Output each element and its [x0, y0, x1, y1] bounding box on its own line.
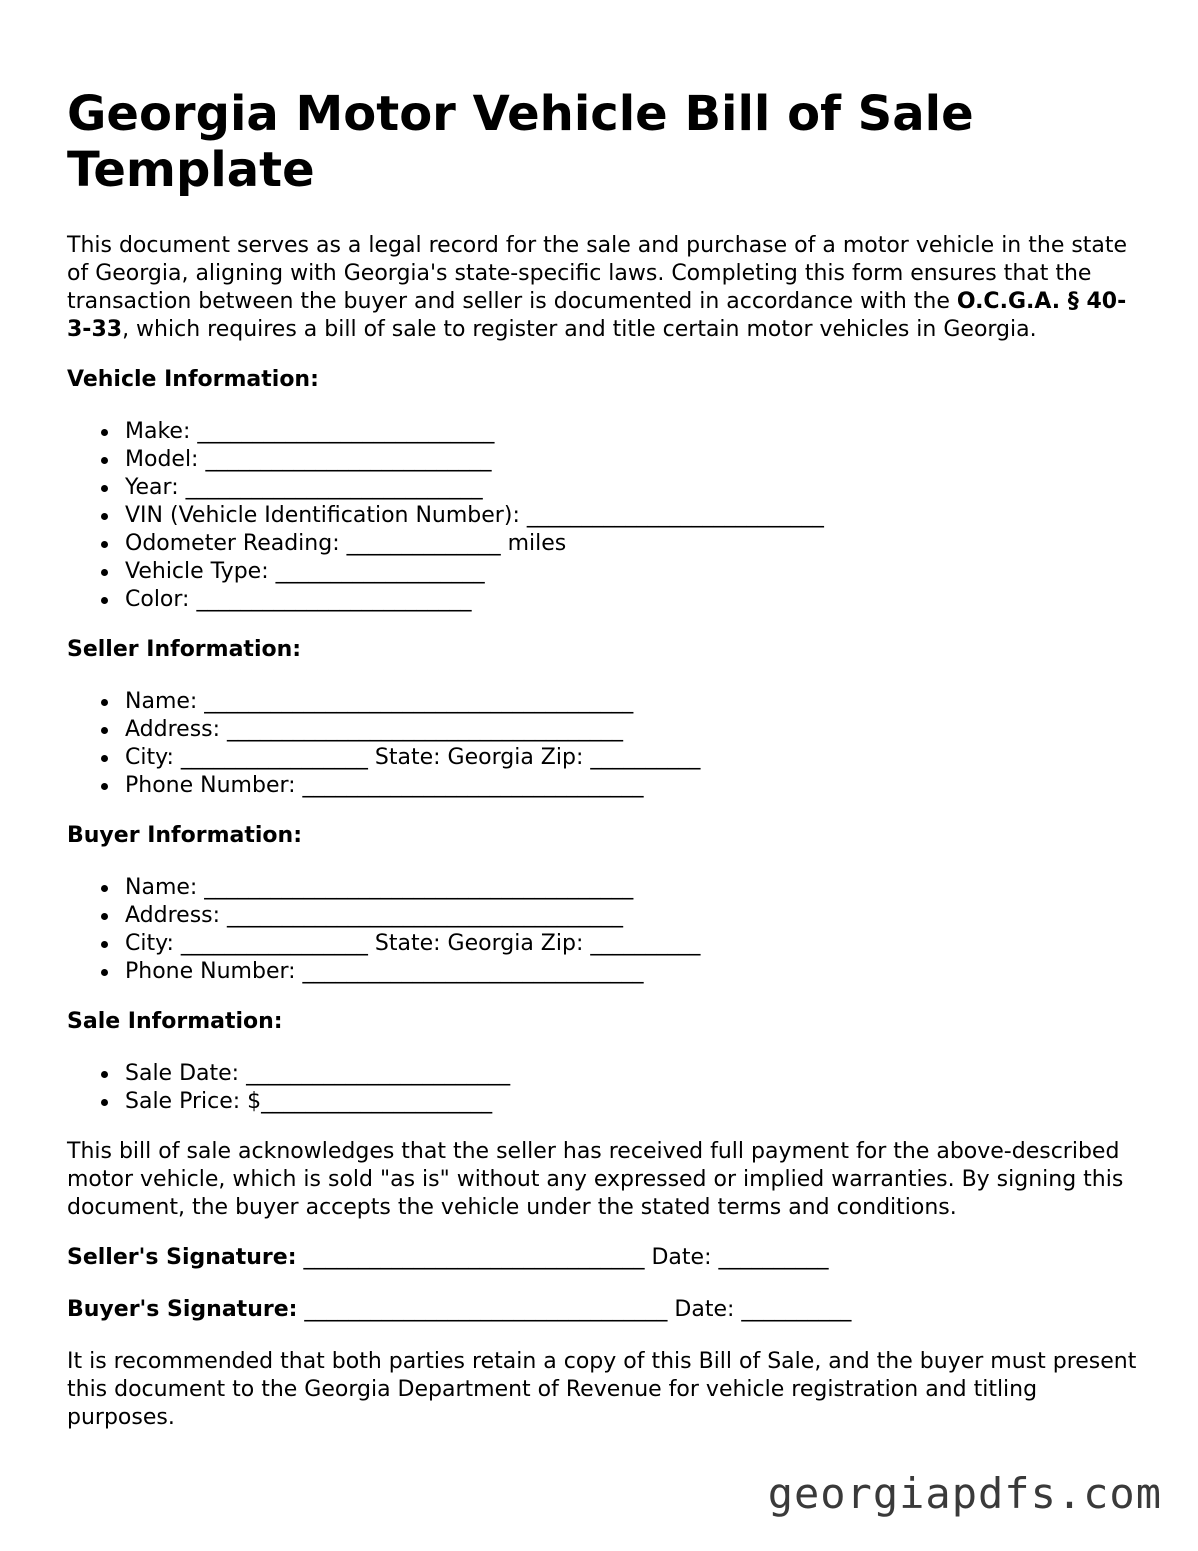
buyer-signature-line[interactable]	[67, 1296, 1147, 1324]
closing-paragraph: It is recommended that both parties retain a copy of this Bill of Sale, and the buyer must present this document to the Georgia Department of Revenue for vehicle registration and titling purposes.	[67, 1349, 1137, 1430]
seller-address-field[interactable]: Address: ____________________________________	[125, 716, 1147, 744]
site-watermark: georgiapdfs.com	[767, 1469, 1162, 1518]
vehicle-info-heading: Vehicle Information:	[67, 367, 319, 392]
intro-paragraph	[67, 232, 1147, 344]
statute-reference: O.C.G.A. § 40-3-33	[67, 289, 1127, 342]
vehicle-color-field[interactable]: Color: _________________________	[125, 586, 1147, 614]
vehicle-make-field[interactable]: Make: ___________________________	[125, 418, 1147, 446]
buyer-signature-blank[interactable]: _________________________________ Date: __________	[297, 1297, 852, 1322]
buyer-phone-field[interactable]: Phone Number: _______________________________	[125, 958, 1147, 986]
seller-signature-line[interactable]	[67, 1244, 1147, 1272]
intro-text-end: , which requires a bill of sale to register and title certain motor vehicles in Georgia.	[122, 317, 1037, 342]
vehicle-type-field[interactable]: Vehicle Type: ___________________	[125, 558, 1147, 586]
buyer-city-state-zip-field[interactable]: City: _________________ State: Georgia Zip: __________	[125, 930, 1147, 958]
sale-info-heading: Sale Information:	[67, 1009, 283, 1034]
seller-signature-blank[interactable]: _______________________________ Date: __________	[296, 1245, 829, 1270]
buyer-info-heading: Buyer Information:	[67, 823, 302, 848]
vehicle-vin-field[interactable]: VIN (Vehicle Identification Number): ___________________________	[125, 502, 1147, 530]
intro-text-start: This document serves as a legal record for the sale and purchase of a motor vehicle in the state of Georgia, aligning with Georgia's state-specific laws. Completing this form ensures that the transaction between the buyer and seller is documented in accordance with the	[67, 233, 1128, 314]
buyer-address-field[interactable]: Address: ____________________________________	[125, 902, 1147, 930]
seller-phone-field[interactable]: Phone Number: _______________________________	[125, 772, 1147, 800]
vehicle-info-list	[67, 418, 1147, 614]
sale-date-field[interactable]: Sale Date: ________________________	[125, 1060, 1147, 1088]
seller-info-list	[67, 688, 1147, 800]
vehicle-odometer-field[interactable]: Odometer Reading: ______________ miles	[125, 530, 1147, 558]
seller-city-state-zip-field[interactable]: City: _________________ State: Georgia Zip: __________	[125, 744, 1147, 772]
document-page	[67, 86, 1147, 1432]
vehicle-model-field[interactable]: Model: __________________________	[125, 446, 1147, 474]
sale-info-list	[67, 1060, 1147, 1116]
seller-info-heading: Seller Information:	[67, 637, 302, 662]
document-title: Georgia Motor Vehicle Bill of Sale Template	[67, 86, 974, 198]
seller-signature-label: Seller's Signature:	[67, 1245, 297, 1270]
buyer-signature-label: Buyer's Signature:	[67, 1297, 298, 1322]
seller-name-field[interactable]: Name: _______________________________________	[125, 688, 1147, 716]
acknowledgment-paragraph: This bill of sale acknowledges that the seller has received full payment for the above-described motor vehicle, which is sold "as is" without any expressed or implied warranties. By signing this document, the buyer accepts the vehicle under the stated terms and conditions.	[67, 1139, 1124, 1220]
buyer-info-list	[67, 874, 1147, 986]
vehicle-year-field[interactable]: Year: ___________________________	[125, 474, 1147, 502]
buyer-name-field[interactable]: Name: _______________________________________	[125, 874, 1147, 902]
sale-price-field[interactable]: Sale Price: $_____________________	[125, 1088, 1147, 1116]
